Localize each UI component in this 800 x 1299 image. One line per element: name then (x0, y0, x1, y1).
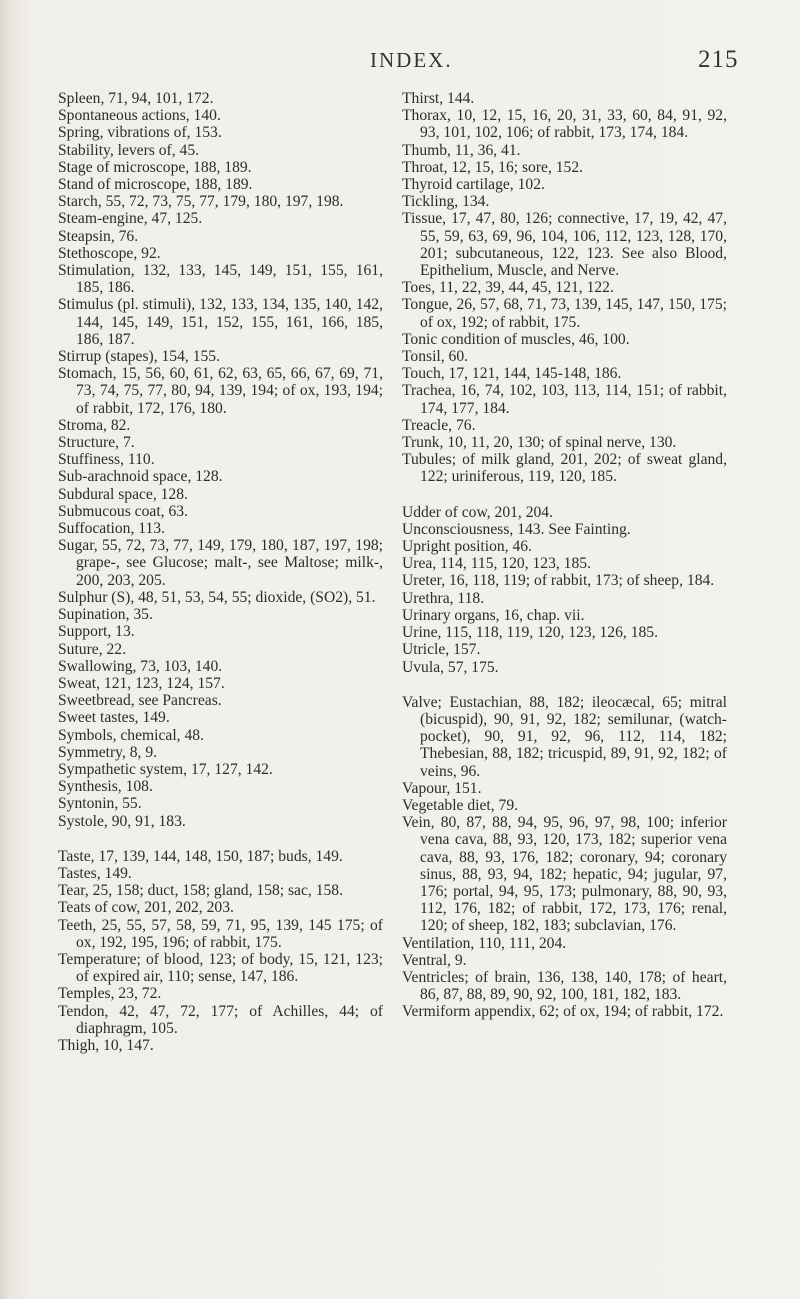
index-entry: Subdural space, 128. (58, 485, 188, 503)
index-entry: Suture, 22. (58, 640, 127, 658)
index-entry: Tastes, 149. (58, 864, 132, 882)
index-entry: Support, 13. (58, 623, 135, 641)
index-entry: Tissue, 17, 47, 80, 126; connective, 17, 19, 42, 47, 55, 59, 63, 69, 96, 104, 106, 112, 123, 128, 170, 201; subcutaneous, 122, 123. See also Blood, Epithelium, Muscle, and Nerve. (402, 210, 727, 280)
index-entry: Vein, 80, 87, 88, 94, 95, 96, 97, 98, 100; inferior vena cava, 88, 93, 120, 173, 182; superior vena cava, 88, 93, 176, 182; coronary, 94; coronary sinus, 88, 93, 94, 182; hepatic, 94; jugular, 97, 176; portal, 94, 95, 173; pulmonary, 88, 90, 93, 112, 176, 182; of rabbit, 172, 173, 176; renal, 120; of sheep, 182, 183; subclavian, 176. (402, 814, 727, 935)
index-entry: Stage of microscope, 188, 189. (58, 158, 252, 176)
index-entry: Udder of cow, 201, 204. (402, 503, 553, 521)
index-column-right (402, 90, 727, 1021)
index-entry: Syntonin, 55. (58, 795, 142, 813)
index-entry: Stethoscope, 92. (58, 244, 161, 262)
index-entry: Thigh, 10, 147. (58, 1036, 154, 1054)
index-entry: Urethra, 118. (402, 589, 485, 607)
index-entry: Tendon, 42, 47, 72, 177; of Achilles, 44; of diaphragm, 105. (58, 1002, 383, 1037)
index-entry: Tubules; of milk gland, 201, 202; of sweat gland, 122; uriniferous, 119, 120, 185. (402, 451, 727, 486)
index-entry: Systole, 90, 91, 183. (58, 812, 186, 830)
running-title: INDEX. (370, 48, 453, 72)
index-entry: Trunk, 10, 11, 20, 130; of spinal nerve, 130. (402, 434, 677, 452)
index-entry: Suffocation, 113. (58, 520, 165, 538)
index-entry: Stability, levers of, 45. (58, 141, 200, 159)
index-entry: Urea, 114, 115, 120, 123, 185. (402, 555, 591, 573)
index-entry: Thumb, 11, 36, 41. (402, 141, 521, 159)
index-entry: Urine, 115, 118, 119, 120, 123, 126, 185. (402, 624, 658, 642)
index-entry: Ventilation, 110, 111, 204. (402, 934, 567, 952)
index-entry: Uvula, 57, 175. (402, 658, 499, 676)
index-entry: Sweet tastes, 149. (58, 709, 170, 727)
index-entry: Sweat, 121, 123, 124, 157. (58, 674, 225, 692)
index-entry: Stand of microscope, 188, 189. (58, 176, 253, 194)
index-entry: Trachea, 16, 74, 102, 103, 113, 114, 151; of rabbit, 174, 177, 184. (402, 382, 727, 417)
index-entry: Touch, 17, 121, 144, 145-148, 186. (402, 365, 622, 383)
index-entry: Steapsin, 76. (58, 227, 139, 245)
index-entry: Swallowing, 73, 103, 140. (58, 657, 223, 675)
index-entry: Starch, 55, 72, 73, 75, 77, 179, 180, 197, 198. (58, 193, 344, 211)
index-entry: Vegetable diet, 79. (402, 796, 519, 814)
index-entry: Thyroid cartilage, 102. (402, 176, 545, 194)
index-entry: Tonsil, 60. (402, 348, 469, 366)
index-entry: Spontaneous actions, 140. (58, 107, 221, 125)
index-entry: Treacle, 76. (402, 416, 476, 434)
index-entry: Tongue, 26, 57, 68, 71, 73, 139, 145, 147, 150, 175; of ox, 192; of rabbit, 175. (402, 296, 727, 331)
index-entry: Stomach, 15, 56, 60, 61, 62, 63, 65, 66, 67, 69, 71, 73, 74, 75, 77, 80, 94, 139, 194; of ox, 193, 194; of rabbit, 172, 176, 180. (58, 365, 383, 417)
index-entry: Taste, 17, 139, 144, 148, 150, 187; buds, 149. (58, 847, 343, 865)
index-entry: Sugar, 55, 72, 73, 77, 149, 179, 180, 187, 197, 198; grape-, see Glucose; malt-, see Maltose; milk-, 200, 203, 205. (58, 537, 383, 589)
index-entry: Sulphur (S), 48, 51, 53, 54, 55; dioxide, (SO2), 51. (58, 588, 376, 606)
index-entry: Structure, 7. (58, 434, 135, 452)
index-entry: Symmetry, 8, 9. (58, 743, 158, 761)
index-entry: Thorax, 10, 12, 15, 16, 20, 31, 33, 60, 84, 91, 92, 93, 101, 102, 106; of rabbit, 173, 174, 184. (402, 107, 727, 142)
index-entry: Ventral, 9. (402, 951, 467, 969)
index-column-left (58, 90, 383, 1054)
index-entry: Tear, 25, 158; duct, 158; gland, 158; sac, 158. (58, 882, 343, 900)
index-entry: Urinary organs, 16, chap. vii. (402, 606, 585, 624)
index-entry: Stuffiness, 110. (58, 451, 155, 469)
index-entry: Submucous coat, 63. (58, 502, 188, 520)
index-entry: Unconsciousness, 143. See Fainting. (402, 520, 631, 538)
index-entry: Valve; Eustachian, 88, 182; ileocæcal, 65; mitral (bicuspid), 90, 91, 92, 182; semilunar, (watch-pocket), 90, 91, 92, 96, 112, 114, 182; Thebesian, 88, 182; tricuspid, 89, 91, 92, 182; of veins, 96. (402, 693, 727, 780)
index-entry: Teeth, 25, 55, 57, 58, 59, 71, 95, 139, 145 175; of ox, 192, 195, 196; of rabbit, 175. (58, 916, 383, 951)
index-entry: Vermiform appendix, 62; of ox, 194; of rabbit, 172. (402, 1003, 724, 1021)
index-entry: Toes, 11, 22, 39, 44, 45, 121, 122. (402, 279, 614, 297)
index-entry: Temples, 23, 72. (58, 985, 162, 1003)
index-entry: Sympathetic system, 17, 127, 142. (58, 760, 273, 778)
index-entry: Sub-arachnoid space, 128. (58, 468, 223, 486)
index-entry: Vapour, 151. (402, 779, 482, 797)
index-entry: Throat, 12, 15, 16; sore, 152. (402, 158, 584, 176)
index-entry: Spleen, 71, 94, 101, 172. (58, 90, 214, 107)
index-entry: Upright position, 46. (402, 538, 532, 556)
index-entry: Supination, 35. (58, 606, 153, 624)
index-entry: Utricle, 157. (402, 641, 481, 659)
index-entry: Symbols, chemical, 48. (58, 726, 204, 744)
index-entry: Stimulus (pl. stimuli), 132, 133, 134, 135, 140, 142, 144, 145, 149, 151, 152, 155, 161, 166, 185, 186, 187. (58, 296, 383, 348)
page-header (0, 40, 800, 80)
index-entry: Stroma, 82. (58, 416, 131, 434)
index-entry: Thirst, 144. (402, 90, 475, 107)
index-entry: Tonic condition of muscles, 46, 100. (402, 330, 630, 348)
index-entry: Ventricles; of brain, 136, 138, 140, 178; of heart, 86, 87, 88, 89, 90, 92, 100, 181, 182, 183. (402, 968, 727, 1004)
index-entry: Teats of cow, 201, 202, 203. (58, 899, 234, 917)
index-entry: Stimulation, 132, 133, 145, 149, 151, 155, 161, 185, 186. (58, 262, 383, 297)
index-entry: Spring, vibrations of, 153. (58, 124, 222, 142)
index-entry: Synthesis, 108. (58, 778, 153, 796)
page-number: 215 (698, 46, 739, 73)
index-entry: Temperature; of blood, 123; of body, 15, 121, 123; of expired air, 110; sense, 147, 186. (58, 950, 383, 986)
index-entry: Stirrup (stapes), 154, 155. (58, 348, 220, 366)
index-entry: Steam-engine, 47, 125. (58, 210, 203, 228)
index-entry: Ureter, 16, 118, 119; of rabbit, 173; of sheep, 184. (402, 572, 715, 590)
index-entry: Tickling, 134. (402, 193, 490, 211)
index-entry: Sweetbread, see Pancreas. (58, 692, 222, 710)
